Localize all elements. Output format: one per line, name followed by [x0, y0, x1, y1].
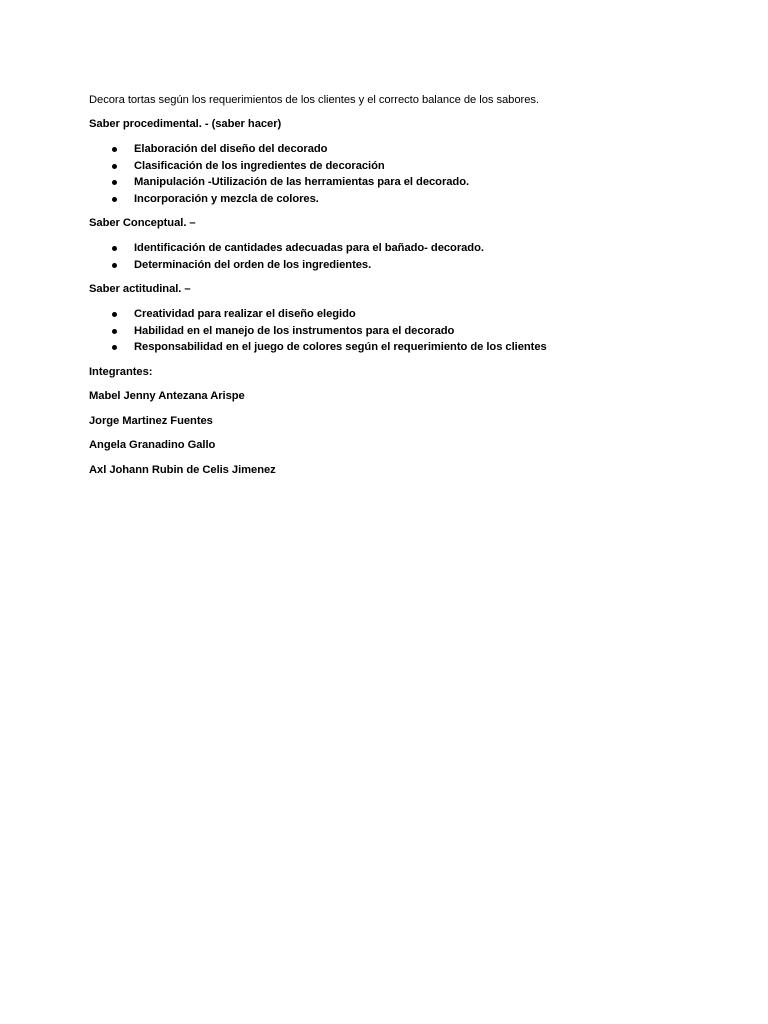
bullet-icon [112, 312, 117, 317]
bullet-icon [112, 345, 117, 350]
bullet-list-actitudinal [89, 306, 709, 356]
list-item-text: Responsabilidad en el juego de colores según el requerimiento de los clientes [134, 341, 547, 353]
list-item [89, 174, 709, 191]
member-name: Axl Johann Rubin de Celis Jimenez [89, 463, 276, 476]
section-heading-procedimental: Saber procedimental. - (saber hacer) [89, 118, 282, 130]
bullet-list-conceptual [89, 240, 709, 273]
list-item-text: Determinación del orden de los ingredientes. [134, 258, 372, 271]
section-heading-actitudinal: Saber actitudinal. – [89, 283, 191, 295]
member-name: Angela Granadino Gallo [89, 439, 216, 451]
list-item [89, 257, 709, 274]
list-item [89, 240, 709, 257]
members-heading: Integrantes: [89, 365, 153, 378]
bullet-icon [112, 180, 117, 185]
list-item-text: Clasificación de los ingredientes de decoración [134, 159, 385, 172]
member-name: Mabel Jenny Antezana Arispe [89, 390, 245, 402]
list-item [89, 306, 709, 323]
list-item [89, 158, 709, 175]
list-item-text: Creatividad para realizar el diseño elegido [134, 308, 356, 320]
bullet-list-procedimental [89, 141, 709, 207]
list-item [89, 141, 709, 158]
section-heading-conceptual: Saber Conceptual. – [89, 217, 196, 229]
document-page [89, 92, 709, 486]
list-item-text: Habilidad en el manejo de los instrumentos para el decorado [134, 324, 455, 337]
intro-paragraph: Decora tortas según los requerimientos de los clientes y el correcto balance de los sabores. [89, 94, 539, 106]
bullet-icon [112, 197, 117, 202]
bullet-icon [112, 263, 117, 268]
list-item-text: Identificación de cantidades adecuadas para el bañado- decorado. [134, 242, 484, 254]
member-name: Jorge Martinez Fuentes [89, 414, 213, 427]
bullet-icon [112, 246, 117, 251]
list-item [89, 191, 709, 208]
bullet-icon [112, 164, 117, 169]
bullet-icon [112, 147, 117, 152]
list-item [89, 339, 709, 356]
bullet-icon [112, 329, 117, 334]
list-item-text: Incorporación y mezcla de colores. [134, 192, 319, 205]
list-item-text: Elaboración del diseño del decorado [134, 143, 328, 155]
list-item [89, 323, 709, 340]
list-item-text: Manipulación -Utilización de las herramientas para el decorado. [134, 176, 470, 188]
